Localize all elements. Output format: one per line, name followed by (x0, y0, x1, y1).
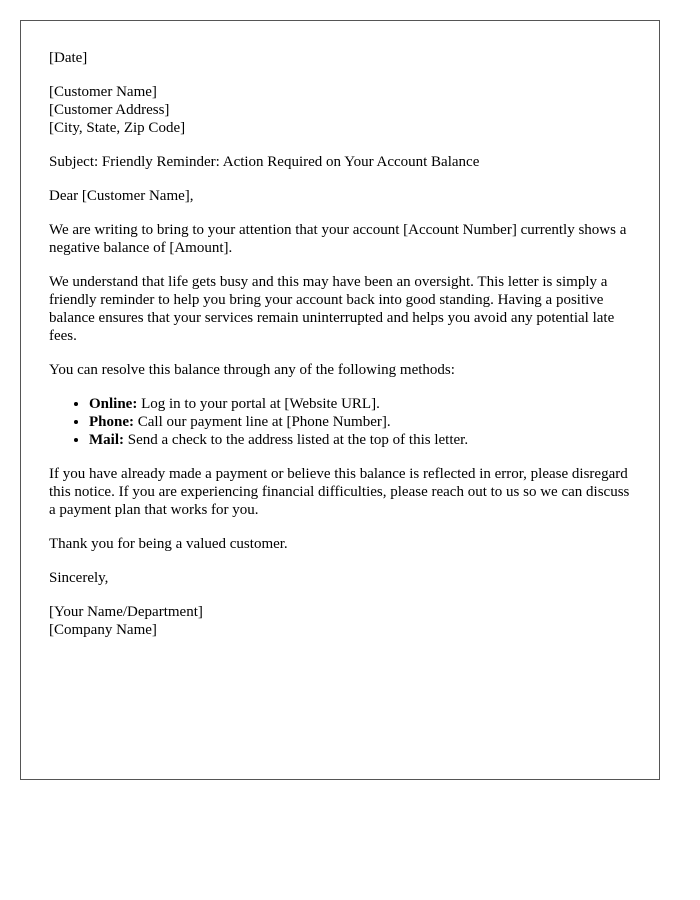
payment-methods-list (49, 395, 631, 449)
letter-date: [Date] (49, 50, 88, 66)
method-text: Log in to your portal at [Website URL]. (137, 396, 380, 412)
recipient-name: [Customer Name] (49, 84, 157, 100)
method-text: Call our payment line at [Phone Number]. (134, 414, 391, 430)
payment-method-mail (89, 431, 631, 449)
body-paragraph-reminder: We understand that life gets busy and this may have been an oversight. This letter is simply a friendly reminder to help you bring your account back into good standing. Having a positive balance ensures that your services remain uninterrupted and helps you avoid any potential late fees. (49, 274, 615, 344)
signature-company: [Company Name] (49, 622, 157, 638)
payment-method-phone (89, 413, 631, 431)
signature-block (49, 603, 631, 639)
recipient-address: [Customer Address] (49, 102, 170, 118)
payment-method-online (89, 395, 631, 413)
method-label: Mail: (89, 432, 124, 448)
signature-name-department: [Your Name/Department] (49, 604, 203, 620)
body-paragraph-thanks: Thank you for being a valued customer. (49, 536, 288, 552)
body-paragraph-methods-intro: You can resolve this balance through any of the following methods: (49, 362, 455, 378)
letter-salutation: Dear [Customer Name], (49, 188, 194, 204)
method-text: Send a check to the address listed at the top of this letter. (124, 432, 469, 448)
method-label: Phone: (89, 414, 134, 430)
body-paragraph-disregard: If you have already made a payment or believe this balance is reflected in error, please disregard this notice. If you are experiencing financial difficulties, please reach out to us so we can discuss a payment plan that works for you. (49, 466, 630, 518)
method-label: Online: (89, 396, 138, 412)
recipient-city-state-zip: [City, State, Zip Code] (49, 120, 186, 136)
body-paragraph-balance: We are writing to bring to your attention that your account [Account Number] currently shows a negative balance of [Amount]. (49, 222, 627, 256)
letter-subject: Subject: Friendly Reminder: Action Required on Your Account Balance (49, 154, 480, 170)
letter-page (20, 20, 660, 780)
letter-sign-off: Sincerely, (49, 570, 109, 586)
recipient-block (49, 83, 631, 137)
